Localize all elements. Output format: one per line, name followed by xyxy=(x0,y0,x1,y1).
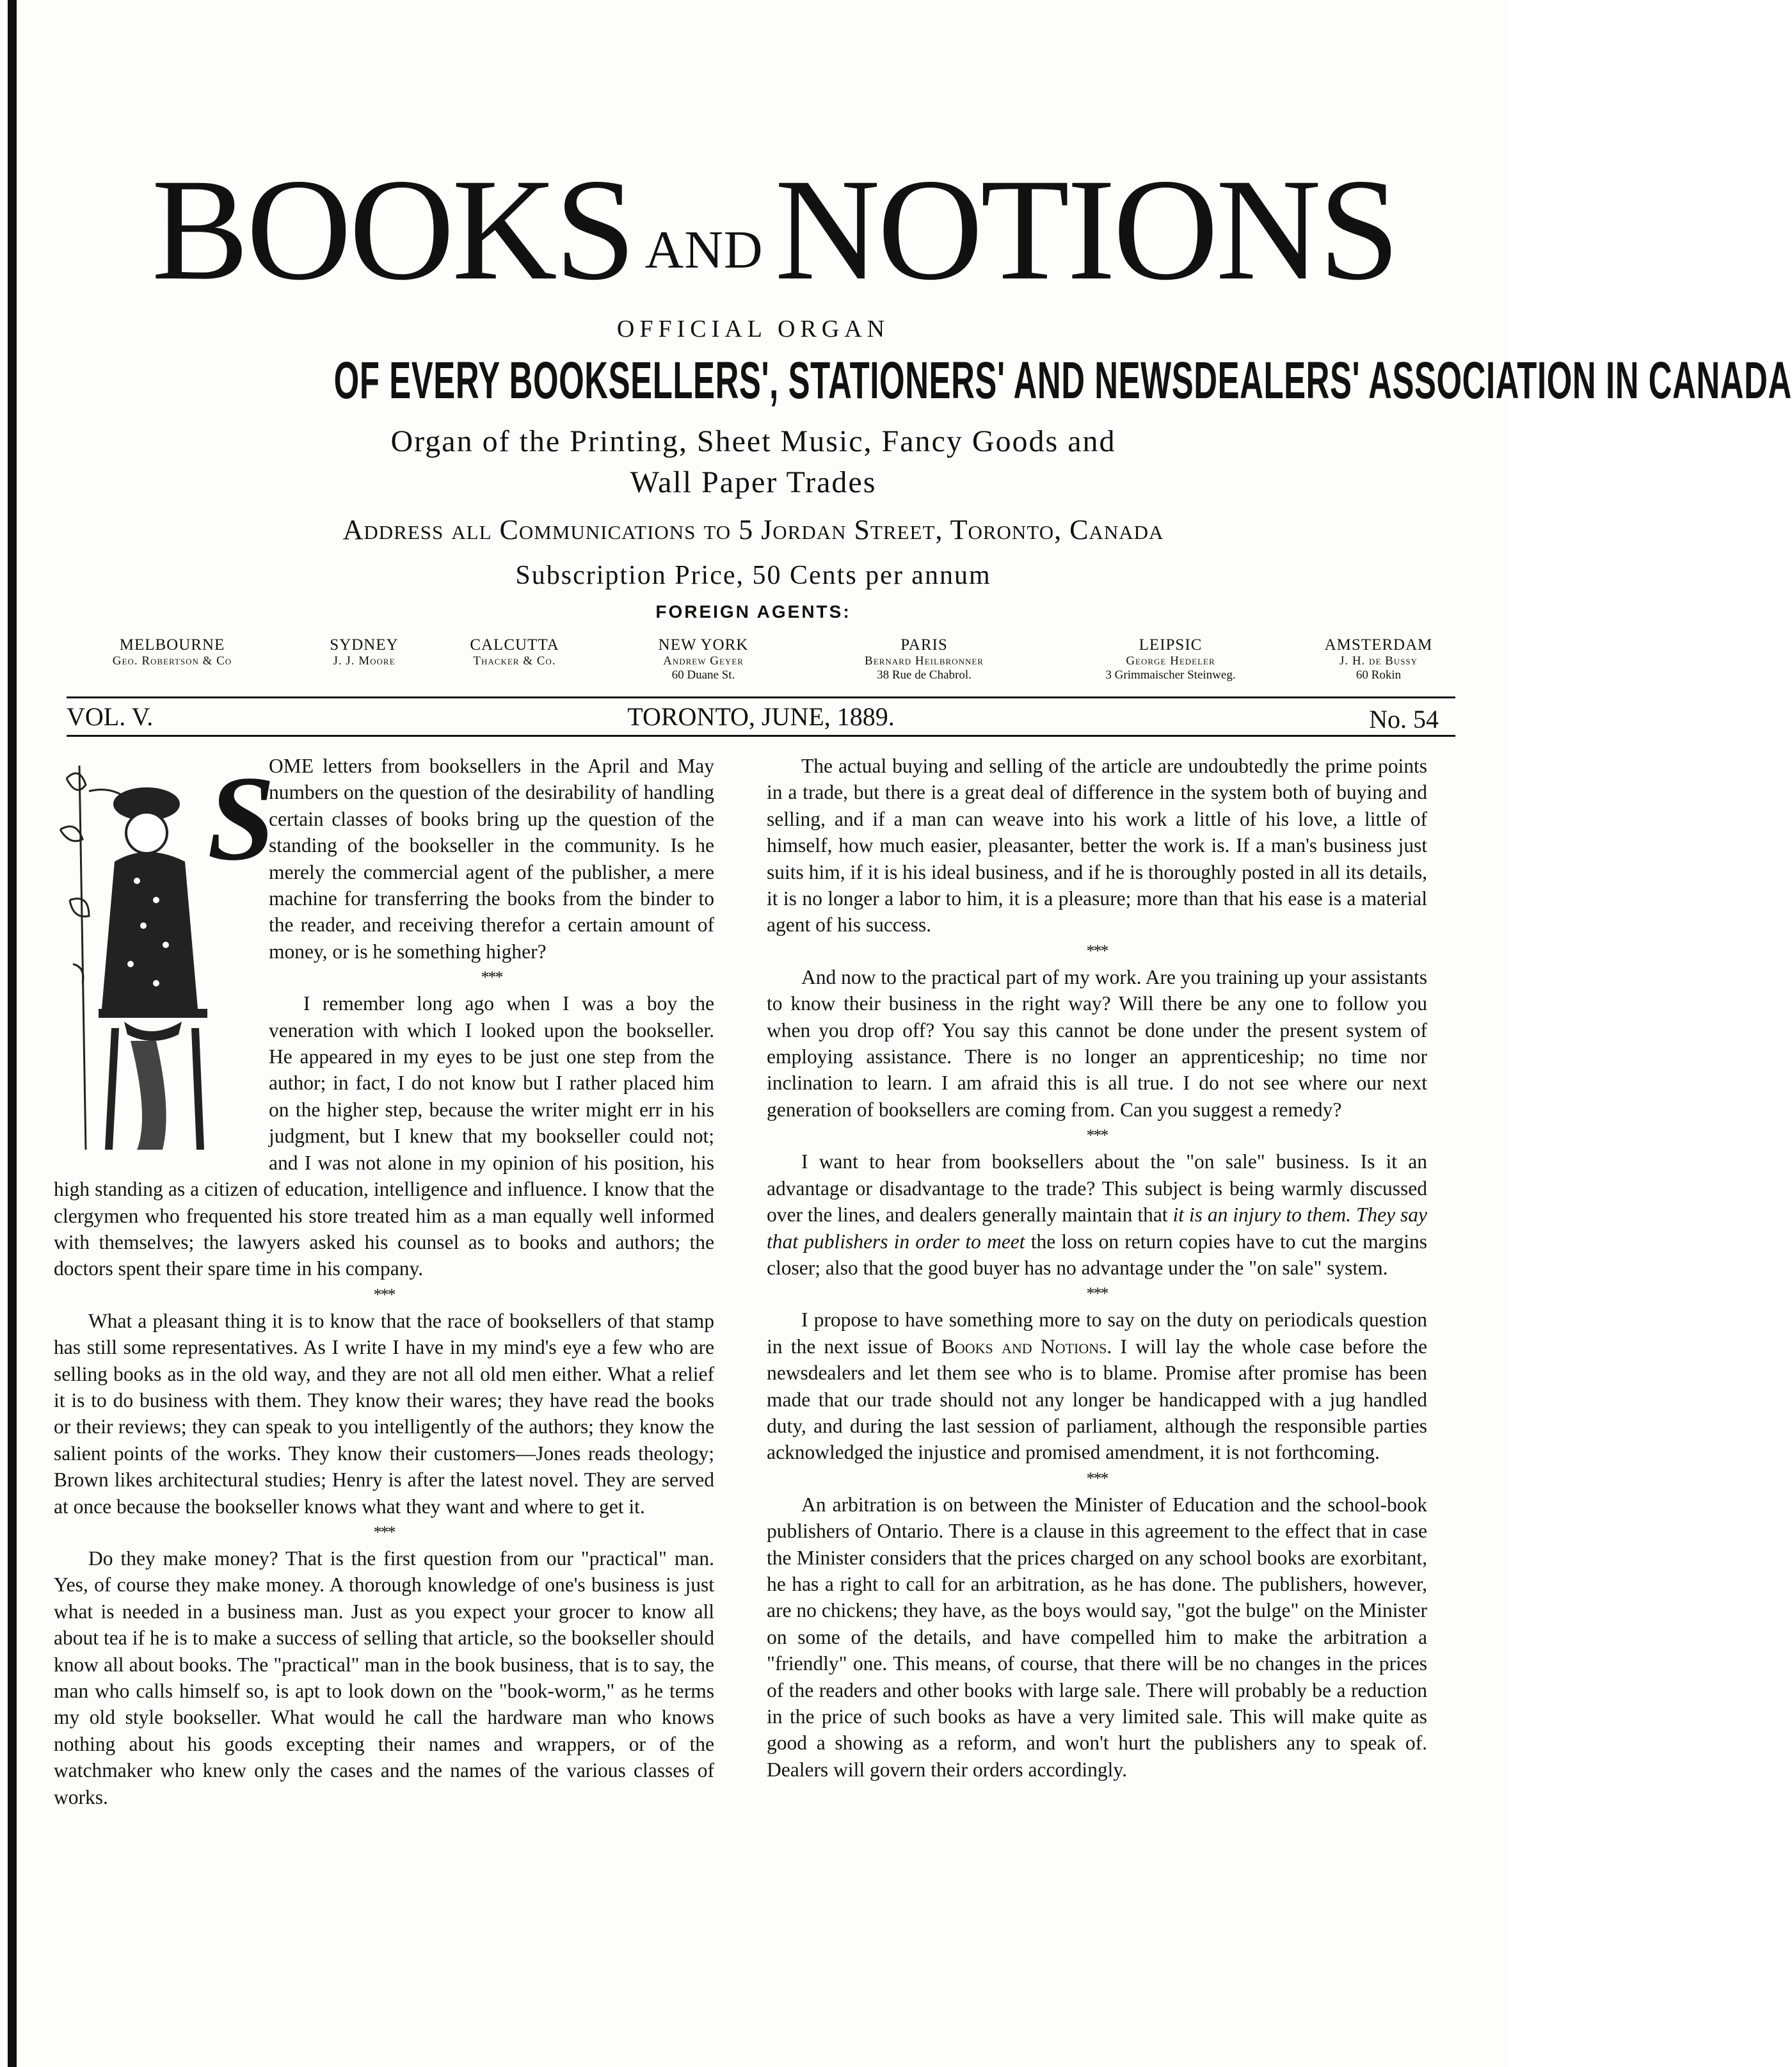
agent-address: 60 Duane St. xyxy=(671,668,735,682)
section-separator: *** xyxy=(1086,1126,1108,1145)
agent-city: MELBOURNE xyxy=(119,636,225,654)
agent-new-york xyxy=(623,636,783,682)
agent-city: PARIS xyxy=(900,636,948,654)
agent-city: LEIPSIC xyxy=(1139,636,1203,654)
issue-rule-bottom xyxy=(67,735,1455,737)
agent-city: SYDNEY xyxy=(330,636,399,654)
agent-name: Geo. Robertson & Co xyxy=(112,654,232,668)
agent-calcutta xyxy=(438,636,591,668)
agent-sydney xyxy=(297,636,431,668)
article-column-right xyxy=(767,753,1427,2033)
agent-city: AMSTERDAM xyxy=(1324,636,1433,654)
paragraph: What a pleasant thing it is to know that the race of booksellers of that stamp has still some representatives. As I write I have in my mind's eye a few who are selling books as in the old way, and they are not all old men either. What a relief it is to do business with them. They know their wares; they have read the books or their reviews; they can speak to you intelligently of the authors; they know the salient points of the works. They know their customers—Jones reads theology; Brown likes architectural studies; Henry is after the latest novel. They are served at once because the bookseller knows what they want and where to get it. xyxy=(54,1309,714,1518)
masthead xyxy=(122,149,1427,311)
issue-line xyxy=(67,702,1455,736)
section-separator: *** xyxy=(481,968,502,987)
agent-melbourne xyxy=(67,636,278,668)
page-edge-rule xyxy=(8,0,17,2067)
issue-rule-top xyxy=(67,696,1455,698)
section-separator: *** xyxy=(1086,1468,1108,1488)
issue-number: No. 54 xyxy=(1369,705,1439,734)
paragraph xyxy=(767,1307,1427,1465)
italic-run: it is an injury to them. They say that publishers in order to meet xyxy=(767,1203,1427,1253)
paragraph xyxy=(767,1148,1427,1281)
agent-name: Thacker & Co. xyxy=(473,654,556,668)
address-line: Address all Communications to 5 Jordan Street, Toronto, Canada xyxy=(342,514,1164,545)
article-column-left xyxy=(54,753,714,2033)
agent-name: George Hedeler xyxy=(1126,654,1215,668)
section-separator: *** xyxy=(373,1285,395,1304)
association-banner: OF EVERY BOOKSELLERS', STATIONERS' AND NEWSDEALERS' ASSOCIATION IN CANADA xyxy=(333,351,1792,410)
organ-line-2: Wall Paper Trades xyxy=(630,465,877,499)
paragraph: OME letters from booksellers in the April and May numbers on the question of the desirability of handling certain classes of books bring up the question of the standing of the bookseller in the community. Is he merely the commercial agent of the publisher, a mere machine for transferring the books from the binder to the reader, and receiving therefor a certain amount of money, or is he something higher? xyxy=(269,755,714,963)
masthead-notions: NOTIONS xyxy=(774,149,1398,311)
publication-name: Books and Notions xyxy=(941,1335,1107,1358)
agent-address: 3 Grimmaischer Steinweg. xyxy=(1105,668,1236,682)
paragraph: I remember long ago when I was a boy the veneration with which I looked upon the bookseller. He appeared in my eyes to be just one step from the author; in fact, I do not know but I rather placed him on the higher step, because the writer might err in his judgment, but I knew that my bookseller could not; and I was not alone in my opinion of his position, his high standing as a citizen of education, intelligence and influence. I know that the clergymen who frequented his store treated him as a man equally well informed with themselves; the lawyers asked his counsel as to books and authors; the doctors spent their spare time in his company. xyxy=(54,992,714,1280)
agent-city: NEW YORK xyxy=(658,636,749,654)
agent-address: 38 Rue de Chabrol. xyxy=(877,668,972,682)
agent-name: J. J. Moore xyxy=(333,654,396,668)
section-separator: *** xyxy=(1086,1284,1108,1303)
agent-amsterdam xyxy=(1302,636,1455,682)
agent-name: J. H. de Bussy xyxy=(1339,654,1418,668)
official-organ-line: OFFICIAL ORGAN xyxy=(616,316,890,342)
subscription-price: Subscription Price, 50 Cents per annum xyxy=(515,561,991,590)
paragraph: Do they make money? That is the first question from our "practical" man. Yes, of course they make money. A thorough knowledge of one's business is just what is needed in a business man. Just as you expect your grocer to know all about tea if he is to make a success of selling that article, so the bookseller should know all about books. The "practical" man in the book business, that is to say, the man who calls himself so, is apt to look down on the "book-worm," as he terms my old style bookseller. What would he call the hardware man who knows nothing about his goods excepting their names and wrappers, or of the watchmaker who knew only the cases and the names of the various classes of works. xyxy=(54,1547,714,1808)
paragraph: And now to the practical part of my work. Are you training up your assistants to know their business in the right way? Will there be any one to follow you when you drop off? You say this cannot be done under the present system of employing assistance. There is no longer an apprenticeship; no time nor inclination to learn. I am afraid this is all true. I do not see where our next generation of booksellers are coming from. Can you suggest a remedy? xyxy=(767,965,1427,1121)
drop-cap-letter: S xyxy=(207,752,275,886)
agent-city: CALCUTTA xyxy=(470,636,559,654)
agent-paris xyxy=(809,636,1039,682)
text-run: I want to hear from booksellers about the "on sale" business. Is it an advantage or disadvantage to the trade? This subject is being warmly discussed over the lines, and dealers generally maintain that xyxy=(767,1150,1427,1227)
agent-leipsic xyxy=(1052,636,1289,682)
text-run: . I will lay the whole case before the newsdealers and let them see who is to blame. Promise after promise has been made that our trade should not any longer be handicapped with a jug handled duty, and during the last session of parliament, although the responsible parties acknowledged the injustice and promised amendment, it is not forthcoming. xyxy=(767,1335,1427,1464)
paragraph: The actual buying and selling of the article are undoubtedly the prime points in a trade, but there is a great deal of difference in the system both of buying and selling, and if a man can weave into his work a little of his love, a little of himself, how much easier, pleasanter, better the work is. If a man's business just suits him, if it is his ideal business, and if he is thoroughly posted in all its details, it is no longer a labor to him, it is a pleasure; more than that his ease is a material agent of his success. xyxy=(767,755,1427,937)
foreign-agents-heading: FOREIGN AGENTS: xyxy=(655,602,851,622)
text-run: the loss on return copies have to cut the margins closer; also that the good buyer has no advantage under the "on sale" system. xyxy=(767,1230,1427,1279)
agent-name: Bernard Heilbronner xyxy=(865,654,984,668)
section-separator: *** xyxy=(373,1522,395,1541)
masthead-books: BOOKS xyxy=(151,149,634,311)
foreign-agents xyxy=(67,636,1455,693)
volume: VOL. V. xyxy=(67,702,154,731)
text-run: I propose to have something more to say on the duty on periodicals question in the next issue of xyxy=(767,1308,1427,1358)
illustration-block xyxy=(54,752,275,1162)
masthead-and: AND xyxy=(644,220,764,280)
agent-address: 60 Rokin xyxy=(1356,668,1402,682)
place-date: TORONTO, JUNE, 1889. xyxy=(627,702,895,731)
organ-line-1: Organ of the Printing, Sheet Music, Fancy Goods and xyxy=(390,424,1116,458)
paragraph: An arbitration is on between the Minister of Education and the school-book publishers of Ontario. There is a clause in this agreement to the effect that in case the Minister considers that the prices charged on any school books are exorbitant, he has a right to call for an arbitration, as he has done. The publishers, however, are no chickens; they have, as the boys would say, "got the bulge" on the Minister on some of the details, and have compelled him to make the arbitration a "friendly" one. This means, of course, that there will be no changes in the prices of the readers and other books with large sale. There will probably be a reduction in the price of such books as have a very limited sale. This will make quite as good a showing as a reform, and won't hurt the publishers any to speak of. Dealers will govern their orders accordingly. xyxy=(767,1493,1427,1781)
agent-name: Andrew Geyer xyxy=(663,654,744,668)
section-separator: *** xyxy=(1086,941,1108,960)
woman-reading-illustration xyxy=(54,753,214,1162)
